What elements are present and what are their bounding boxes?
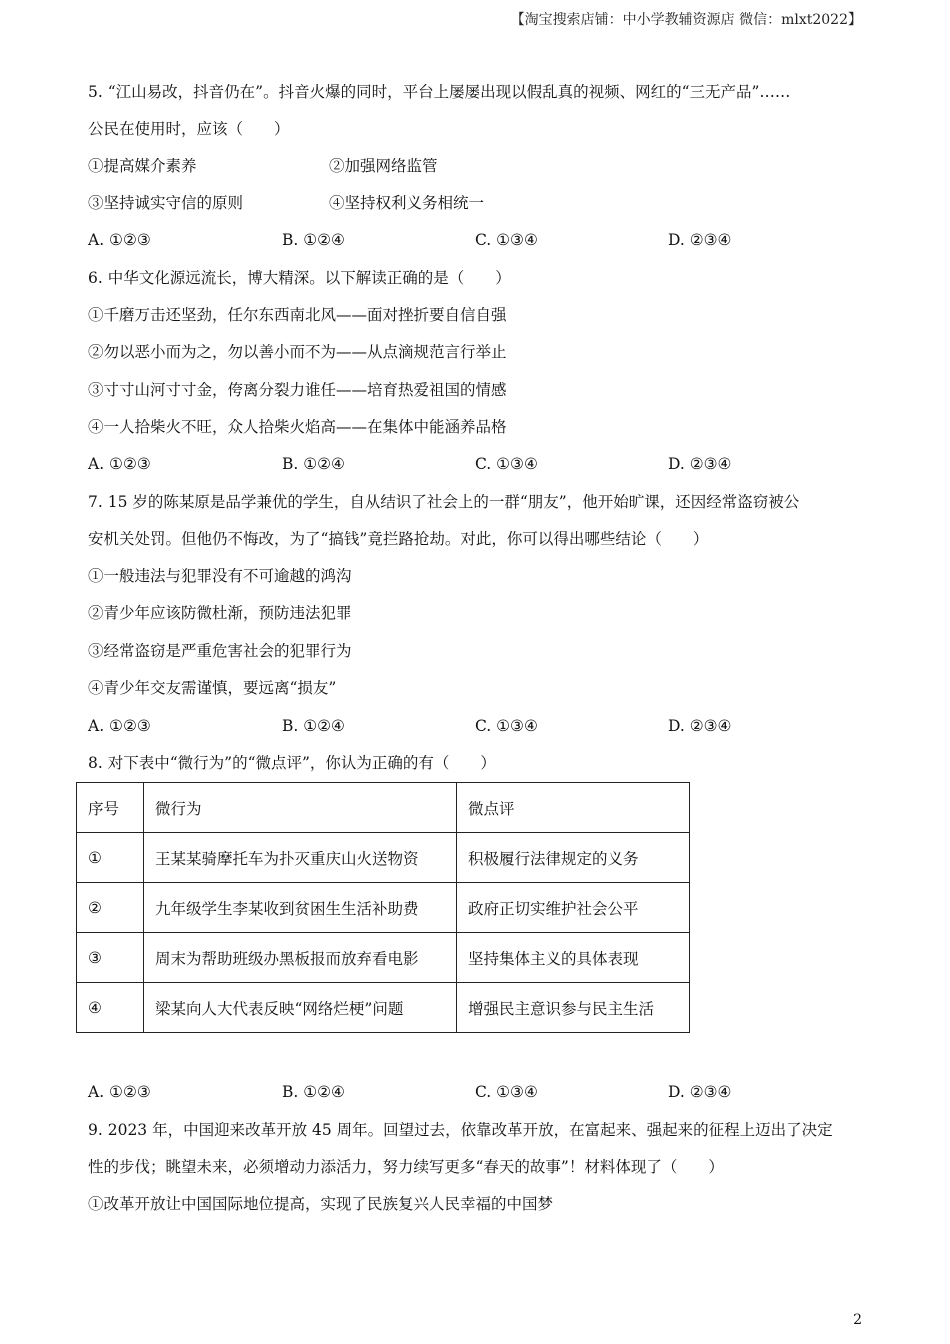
q7-item-1: ①一般违法与犯罪没有不可逾越的鸿沟 [88,567,352,585]
q7-item-2: ②青少年应该防微杜渐，预防违法犯罪 [88,604,352,622]
q7-option-b: B. ①②④ [282,717,345,735]
q5-option-c: C. ①③④ [475,231,538,249]
q5-option-b: B. ①②④ [282,231,345,249]
table-row [77,883,690,933]
q8-option-c: C. ①③④ [475,1083,538,1101]
q8-option-b: B. ①②④ [282,1083,345,1101]
q6-option-b: B. ①②④ [282,455,345,473]
q7-item-3: ③经常盗窃是严重危害社会的犯罪行为 [88,642,352,660]
q9-stem-line1: 9. 2023 年，中国迎来改革开放 45 周年。回望过去，依靠改革开放，在富起来、强起来的征程上迈出了决定 [88,1121,833,1139]
table-cell: 积极履行法律规定的义务 [457,833,690,883]
table-cell: ④ [77,983,144,1033]
table-cell: 周末为帮助班级办黑板报而放弃看电影 [144,933,457,983]
q6-option-a: A. ①②③ [88,455,151,473]
page-number: 2 [853,1312,862,1328]
table-cell: ② [77,883,144,933]
q8-option-d: D. ②③④ [668,1083,732,1101]
q6-option-d: D. ②③④ [668,455,732,473]
table-header-cell: 微行为 [144,783,457,833]
q8-table [76,782,690,1033]
table-cell: ① [77,833,144,883]
table-cell: 增强民主意识参与民主生活 [457,983,690,1033]
table-cell: 梁某向人大代表反映“网络烂梗”问题 [144,983,457,1033]
table-header-cell: 序号 [77,783,144,833]
q5-item-2: ②加强网络监管 [329,157,438,175]
table-header-cell: 微点评 [457,783,690,833]
table-cell: ③ [77,933,144,983]
q5-option-d: D. ②③④ [668,231,732,249]
table-row [77,833,690,883]
q5-stem-line2: 公民在使用时，应该（ ） [88,120,290,138]
table-cell: 坚持集体主义的具体表现 [457,933,690,983]
table-row [77,933,690,983]
page-header: 【淘宝搜索店铺：中小学教辅资源店 微信：mlxt2022】 [510,12,862,28]
q6-item-4: ④一人拾柴火不旺，众人拾柴火焰高——在集体中能涵养品格 [88,418,507,436]
q6-item-2: ②勿以恶小而为之，勿以善小而不为——从点滴规范言行举止 [88,343,507,361]
q5-item-1: ①提高媒介素养 [88,157,197,175]
q5-stem-line1: 5. “江山易改，抖音仍在”。抖音火爆的同时，平台上屡屡出现以假乱真的视频、网红的“三无产品”…… [88,83,791,101]
table-cell: 九年级学生李某收到贫困生生活补助费 [144,883,457,933]
table-cell: 王某某骑摩托车为扑灭重庆山火送物资 [144,833,457,883]
q7-stem-line2: 安机关处罚。但他仍不悔改，为了“搞钱”竟拦路抢劫。对此，你可以得出哪些结论（ ） [88,530,709,548]
q7-option-d: D. ②③④ [668,717,732,735]
table-row [77,983,690,1033]
q7-option-c: C. ①③④ [475,717,538,735]
q7-item-4: ④青少年交友需谨慎，要远离“损友” [88,679,337,697]
q7-stem-line1: 7. 15 岁的陈某原是品学兼优的学生，自从结识了社会上的一群“朋友”，他开始旷课，还因经常盗窃被公 [88,493,800,511]
q7-option-a: A. ①②③ [88,717,151,735]
q6-item-3: ③寸寸山河寸寸金，侉离分裂力谁任——培育热爱祖国的情感 [88,381,507,399]
q6-item-1: ①千磨万击还坚劲，任尔东西南北风——面对挫折要自信自强 [88,306,507,324]
q5-item-4: ④坚持权利义务相统一 [329,194,485,212]
table-header-row [77,783,690,833]
q6-option-c: C. ①③④ [475,455,538,473]
q8-option-a: A. ①②③ [88,1083,151,1101]
q8-stem: 8. 对下表中“微行为”的“微点评”，你认为正确的有（ ） [88,754,496,772]
q9-item-1: ①改革开放让中国国际地位提高，实现了民族复兴人民幸福的中国梦 [88,1195,554,1213]
q9-stem-line2: 性的步伐；眺望未来，必须增动力添活力，努力续写更多“春天的故事”！材料体现了（ ） [88,1158,724,1176]
q6-stem: 6. 中华文化源远流长，博大精深。以下解读正确的是（ ） [88,269,511,287]
table-cell: 政府正切实维护社会公平 [457,883,690,933]
q5-option-a: A. ①②③ [88,231,151,249]
q5-item-3: ③坚持诚实守信的原则 [88,194,244,212]
